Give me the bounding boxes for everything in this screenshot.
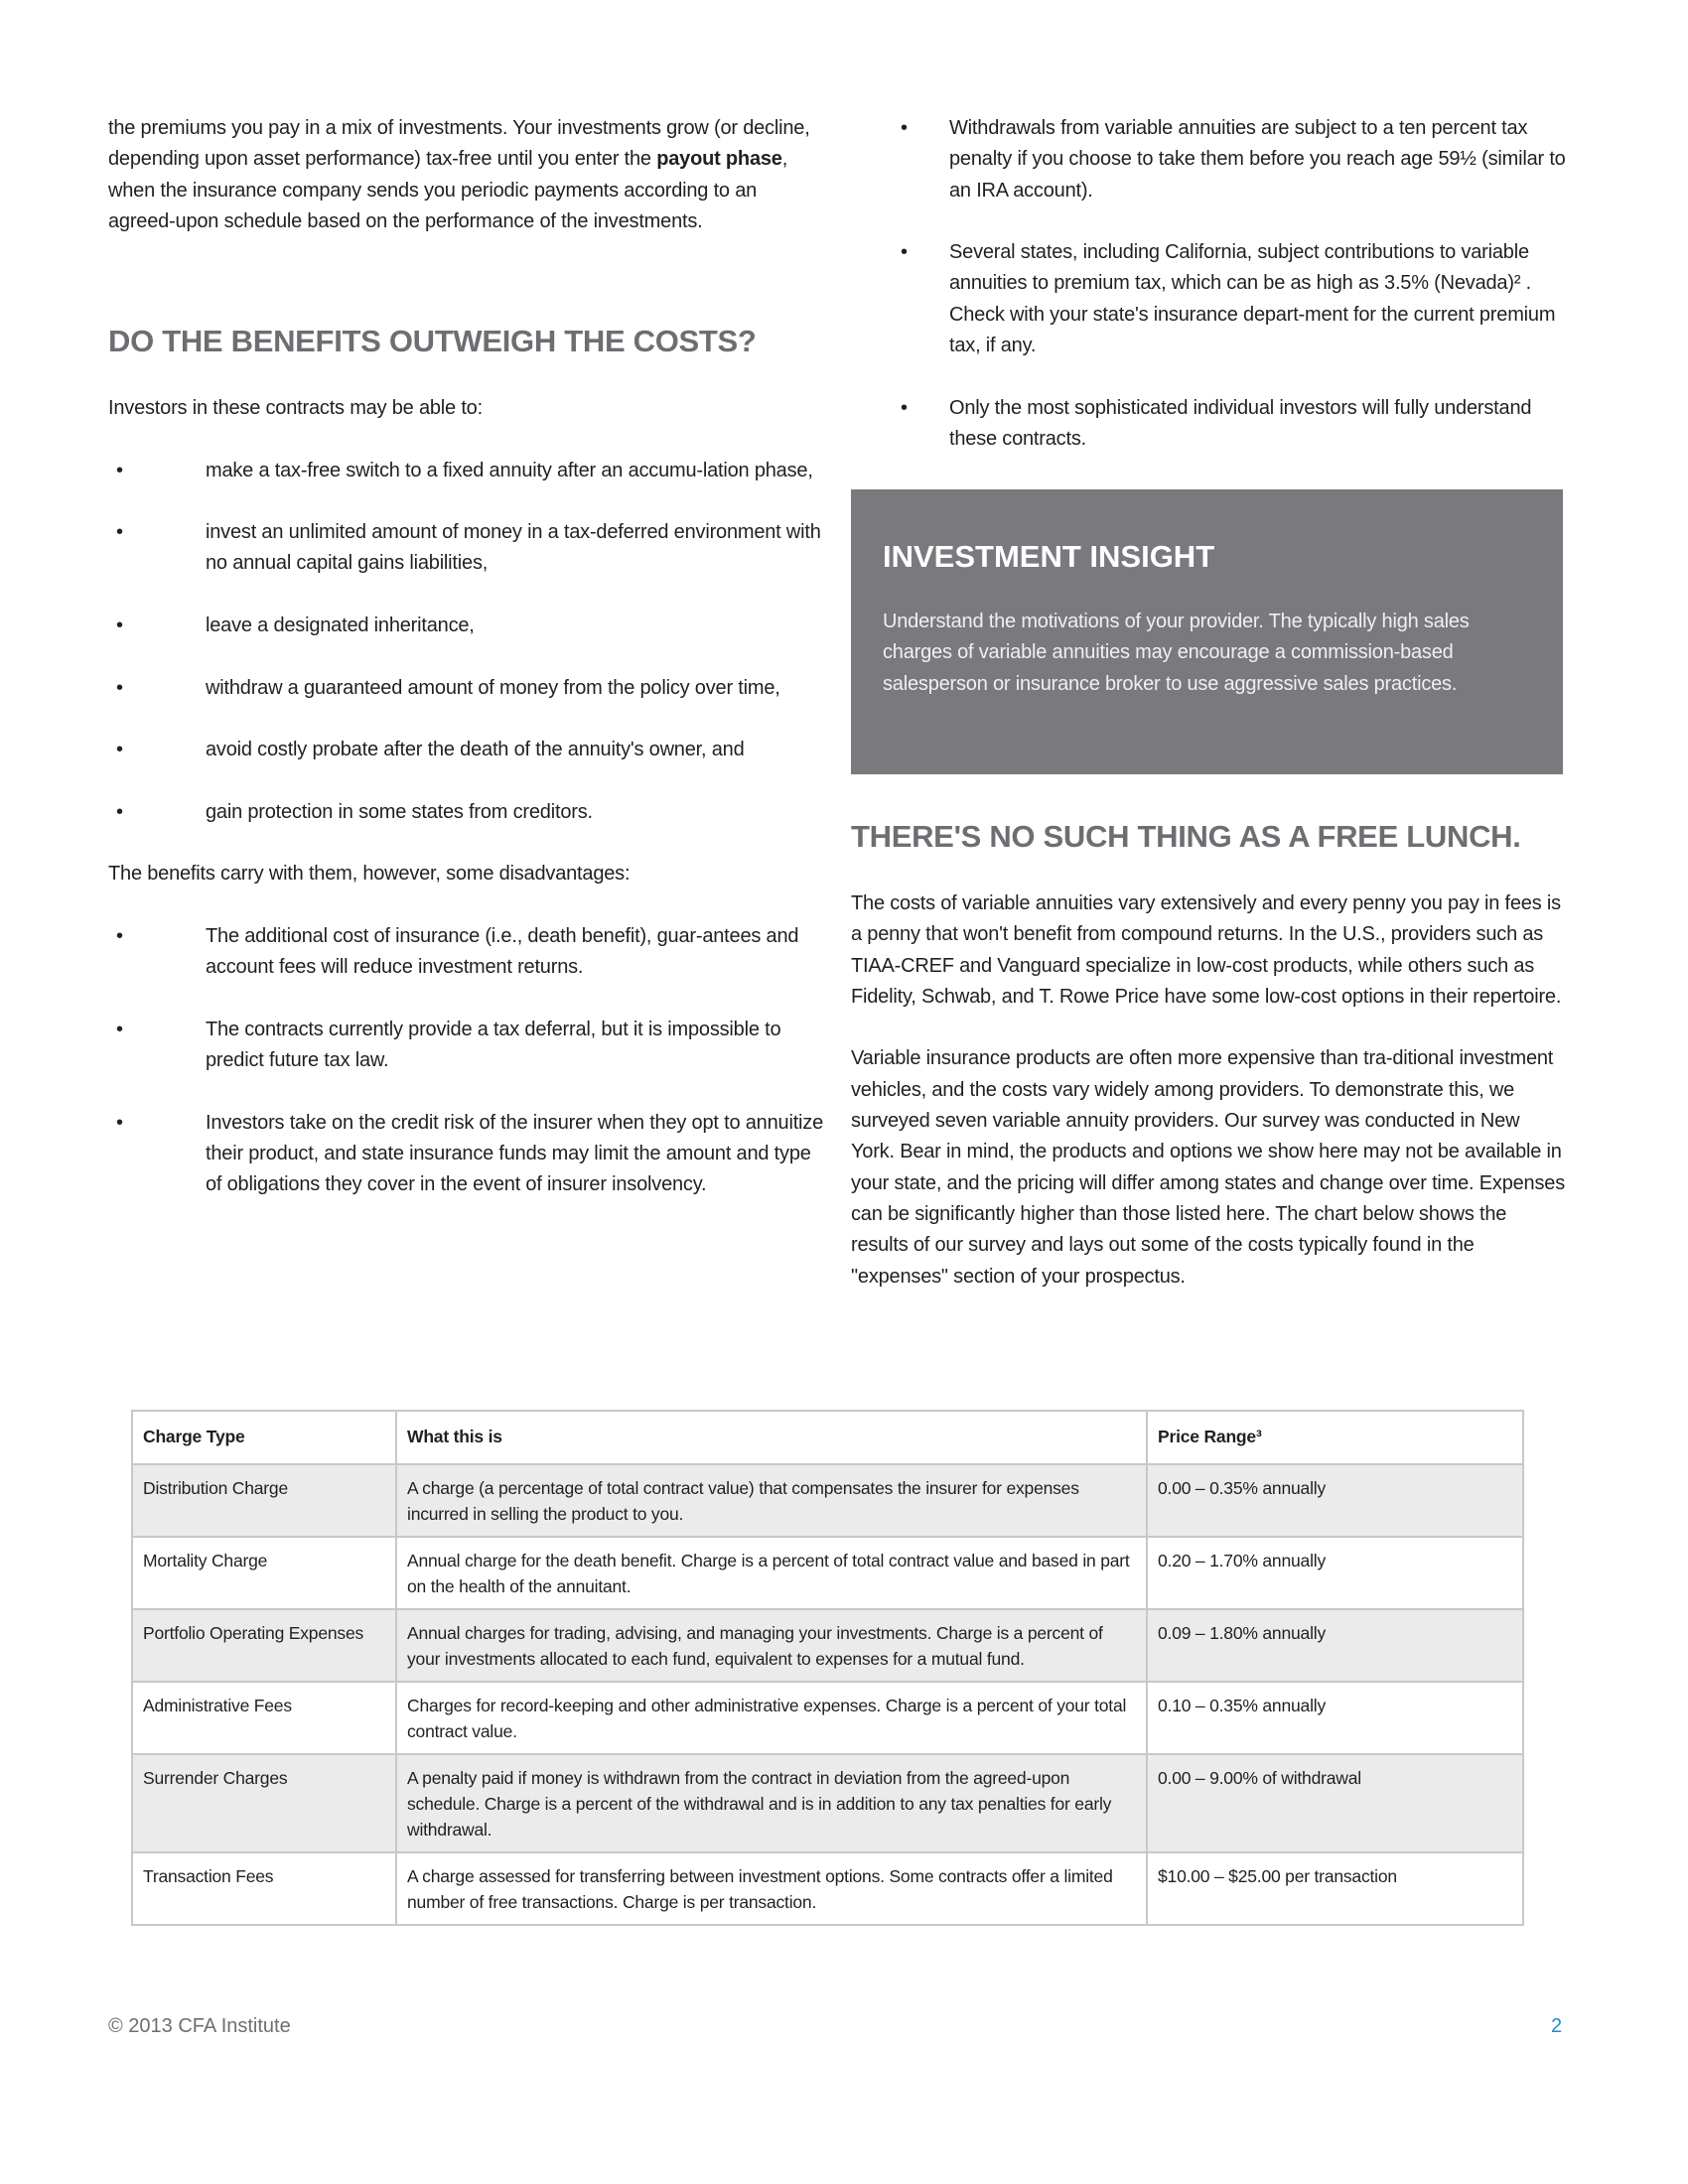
bullet-icon: • [116, 676, 123, 699]
left-body [108, 393, 823, 1232]
table-row: Transaction Fees A charge assessed for transferring between investment options. Some contracts offer a limited number of free transactions. Charge is per transaction. $10.00 – $25.00 per transaction [132, 1852, 1523, 1925]
table-row: Administrative Fees Charges for record-keeping and other administrative expenses. Charge is a percent of your total contract value. 0.10 – 0.35% annually [132, 1682, 1523, 1754]
list-item: • make a tax-free switch to a fixed annuity after an accumu-lation phase, [108, 456, 823, 486]
benefits-heading: DO THE BENEFITS OUTWEIGH THE COSTS? [108, 324, 757, 358]
investment-insight-box [851, 489, 1563, 774]
insight-body: Understand the motivations of your provider. The typically high sales charges of variable annuities may encourage a commission-based salesperson or insurance broker to use aggressive sales practices. [883, 611, 1470, 695]
disadvantages-lead: The benefits carry with them, however, some disadvantages: [108, 863, 631, 886]
header-what-this-is: What this is [396, 1411, 1147, 1464]
list-item: • Investors take on the credit risk of the insurer when they opt to annuitize their product, and state insurance funds may limit the amount and type of obligations they cover in the event of insurer insolvency. [108, 1108, 823, 1201]
page-number: 2 [1551, 2015, 1563, 2037]
insight-title: INVESTMENT INSIGHT [883, 539, 1215, 574]
bullet-icon: • [116, 925, 123, 948]
bullet-icon: • [116, 459, 123, 481]
bullet-icon: • [116, 1018, 123, 1040]
right-body [851, 888, 1566, 1323]
drawbacks-list [851, 113, 1566, 455]
list-item: • Several states, including California, subject contributions to variable annuities to premium tax, which can be as high as 3.5% (Nevada)² . Check with your state's insurance depart-ment for the current premium tax, if any. [851, 237, 1566, 361]
table-row: Portfolio Operating Expenses Annual charges for trading, advising, and managing your investments. Charge is a percent of your investments allocated to each fund, equivalent to expenses for a mutual fund. 0.09 – 1.80% annually [132, 1609, 1523, 1682]
list-item: • Withdrawals from variable annuities are subject to a ten percent tax penalty if you choose to take them before you reach age 59½ (similar to an IRA account). [851, 113, 1566, 206]
list-item: • Only the most sophisticated individual investors will fully understand these contracts. [851, 393, 1566, 456]
table-row: Surrender Charges A penalty paid if money is withdrawn from the contract in deviation from the agreed-upon schedule. Charge is a percent of the withdrawal and is in addition to any tax penalties for early withdrawal. 0.00 – 9.00% of withdrawal [132, 1754, 1523, 1852]
bullet-icon: • [116, 614, 123, 637]
bullet-icon: • [901, 241, 908, 264]
payout-phase-term: payout phase [656, 148, 782, 171]
bullet-icon: • [901, 117, 908, 139]
header-price-range: Price Range³ [1147, 1411, 1523, 1464]
list-item: • avoid costly probate after the death of the annuity's owner, and [108, 735, 823, 765]
bullet-icon: • [901, 396, 908, 419]
costs-paragraph: The costs of variable annuities vary extensively and every penny you pay in fees is a penny that won't benefit from compound returns. In the U.S., providers such as TIAA-CREF and Vanguard specialize in low-cost products, while others such as Fidelity, Schwab, and T. Rowe Price have some low-cost options in their repertoire. [851, 892, 1562, 1008]
table-row: Distribution Charge A charge (a percentage of total contract value) that compensates the insurer for expenses incurred in selling the product to you. 0.00 – 0.35% annually [132, 1464, 1523, 1537]
bullet-icon: • [116, 800, 123, 823]
free-lunch-heading: THERE'S NO SUCH THING AS A FREE LUNCH. [851, 819, 1521, 854]
list-item: • The contracts currently provide a tax deferral, but it is impossible to predict future tax law. [108, 1015, 823, 1077]
list-item: • withdraw a guaranteed amount of money from the policy over time, [108, 673, 823, 704]
list-item: • gain protection in some states from creditors. [108, 797, 823, 828]
header-charge-type: Charge Type [132, 1411, 396, 1464]
table-header-row [132, 1411, 1523, 1464]
table-row: Mortality Charge Annual charge for the death benefit. Charge is a percent of total contract value and based in part on the health of the annuitant. 0.20 – 1.70% annually [132, 1537, 1523, 1609]
right-bullets [851, 113, 1566, 486]
bullet-icon: • [116, 1111, 123, 1134]
list-item: • The additional cost of insurance (i.e., death benefit), guar-antees and account fees will reduce investment returns. [108, 921, 823, 984]
list-item: • leave a designated inheritance, [108, 611, 823, 641]
copyright: © 2013 CFA Institute [108, 2015, 291, 2037]
list-item: • invest an unlimited amount of money in a tax-deferred environment with no annual capital gains liabilities, [108, 517, 823, 580]
benefits-list [108, 456, 823, 829]
survey-paragraph: Variable insurance products are often more expensive than tra-ditional investment vehicles, and the costs vary widely among providers. To demonstrate this, we surveyed seven variable annuity providers. Our survey was conducted in New York. Bear in mind, the products and options we show here may not be available in your state, and the pricing will differ among states and change over time. Expenses can be significantly higher than those listed here. The chart below shows the results of our survey and lays out some of the costs typically found in the "expenses" section of your prospectus. [851, 1047, 1565, 1288]
intro-paragraph: the premiums you pay in a mix of investments. Your investments grow (or decline, depending upon asset performance) tax-free until you enter the payout phase, when the insurance company sends you periodic payments according to an agreed-upon schedule based on the performance of the investments. [108, 117, 810, 232]
benefits-lead: Investors in these contracts may be able to: [108, 397, 483, 419]
bullet-icon: • [116, 739, 123, 761]
bullet-icon: • [116, 521, 123, 544]
disadvantages-list [108, 921, 823, 1201]
charges-table [131, 1410, 1524, 1926]
